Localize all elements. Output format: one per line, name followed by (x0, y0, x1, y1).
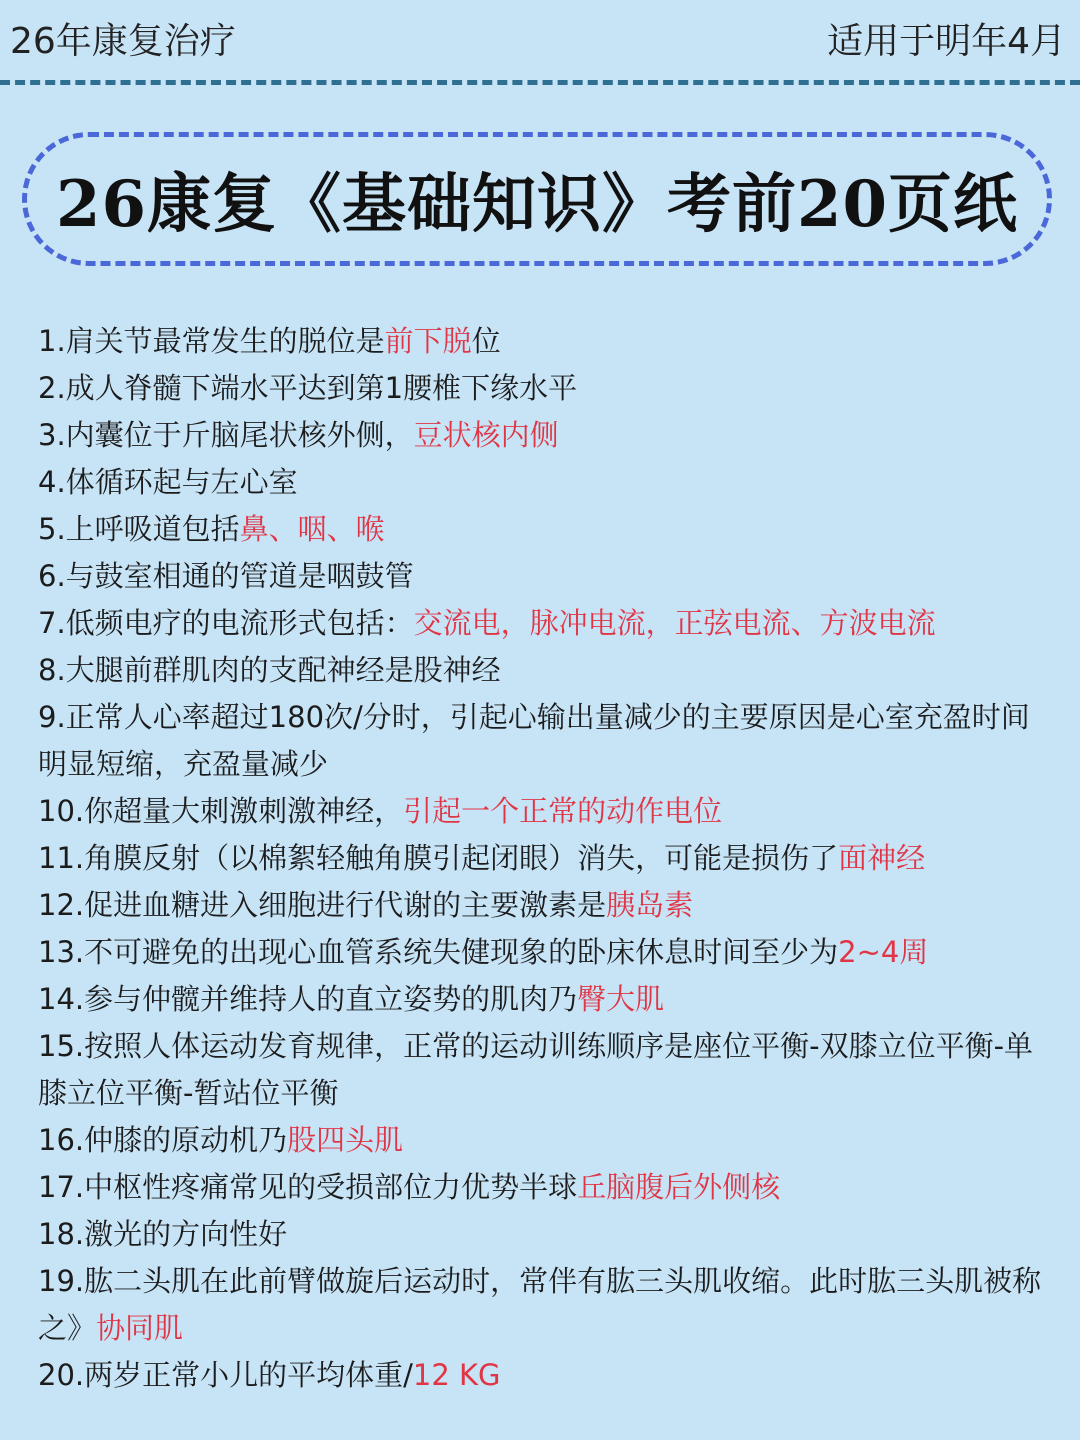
item-text: 20.两岁正常小儿的平均体重/ (38, 1358, 413, 1392)
item-highlight: 前下脱 (384, 324, 472, 358)
list-item (38, 1258, 1048, 1352)
item-highlight: 鼻、咽、喉 (239, 512, 385, 546)
page-title: 26康复《基础知识》考前20页纸 (55, 167, 1019, 242)
list-item (38, 600, 1048, 647)
list-item (38, 1023, 1048, 1117)
header-divider (0, 80, 1080, 85)
item-text: 8.大腿前群肌肉的支配神经是股神经 (38, 653, 501, 687)
item-text: 9.正常人心率超过180次/分时，引起心输出量减少的主要原因是心室充盈时间明显短缩，充盈量减少 (38, 700, 1030, 781)
item-highlight: 面神经 (838, 841, 926, 875)
item-text: 2.成人脊髓下端水平达到第1腰椎下缘水平 (38, 371, 578, 405)
list-item (38, 1352, 1048, 1399)
list-item (38, 365, 1048, 412)
item-text: 13.不可避免的出现心血管系统失健现象的卧床休息时间至少为 (38, 935, 839, 969)
list-item (38, 553, 1048, 600)
item-text: 18.激光的方向性好 (38, 1217, 288, 1251)
list-item (38, 1117, 1048, 1164)
item-highlight: 12 KG (412, 1358, 501, 1392)
item-text: 7.低频电疗的电流形式包括： (38, 606, 414, 640)
item-highlight: 2~4周 (838, 935, 929, 969)
list-item (38, 929, 1048, 976)
title-frame (22, 132, 1052, 266)
item-highlight: 胰岛素 (606, 888, 694, 922)
list-item (38, 788, 1048, 835)
list-item (38, 1211, 1048, 1258)
item-highlight: 豆状核内侧 (413, 418, 559, 452)
list-item (38, 882, 1048, 929)
item-text: 17.中枢性疼痛常见的受损部位力优势半球 (38, 1170, 578, 1204)
item-text: 12.促进血糖进入细胞进行代谢的主要激素是 (38, 888, 607, 922)
item-text: 19.肱二头肌在此前臂做旋后运动时，常伴有肱三头肌收缩。此时肱三头肌被称之》 (38, 1264, 1042, 1345)
list-item (38, 694, 1048, 788)
item-text: 15.按照人体运动发育规律，正常的运动训练顺序是座位平衡-双膝立位平衡-单膝立位平衡-暂站位平衡 (38, 1029, 1034, 1110)
item-text: 3.内囊位于斤脑尾状核外侧， (38, 418, 414, 452)
item-text: 10.你超量大刺激刺激神经， (38, 794, 404, 828)
knowledge-list (38, 318, 1048, 1399)
item-highlight: 丘脑腹后外侧核 (577, 1170, 781, 1204)
item-text: 1.肩关节最常发生的脱位是 (38, 324, 385, 358)
list-item (38, 976, 1048, 1023)
item-text: 4.体循环起与左心室 (38, 465, 298, 499)
item-highlight: 臀大肌 (577, 982, 665, 1016)
list-item (38, 506, 1048, 553)
list-item (38, 412, 1048, 459)
list-item (38, 647, 1048, 694)
item-text: 14.参与仲髋并维持人的直立姿势的肌肉乃 (38, 982, 578, 1016)
item-tail: 位 (471, 324, 501, 358)
item-highlight: 交流电，脉冲电流，正弦电流、方波电流 (413, 606, 936, 640)
item-highlight: 股四头肌 (287, 1123, 404, 1157)
item-text: 16.仲膝的原动机乃 (38, 1123, 288, 1157)
header-right-label: 适用于明年4月 (827, 21, 1066, 62)
list-item (38, 835, 1048, 882)
list-item (38, 1164, 1048, 1211)
header-left-label: 26年康复治疗 (10, 21, 236, 62)
item-text: 5.上呼吸道包括 (38, 512, 240, 546)
item-text: 6.与鼓室相通的管道是咽鼓管 (38, 559, 414, 593)
item-text: 11.角膜反射（以棉絮轻触角膜引起闭眼）消失，可能是损伤了 (38, 841, 839, 875)
page-header (0, 0, 1080, 86)
list-item (38, 459, 1048, 506)
list-item (38, 318, 1048, 365)
item-highlight: 协同肌 (96, 1311, 184, 1345)
item-highlight: 引起一个正常的动作电位 (403, 794, 723, 828)
